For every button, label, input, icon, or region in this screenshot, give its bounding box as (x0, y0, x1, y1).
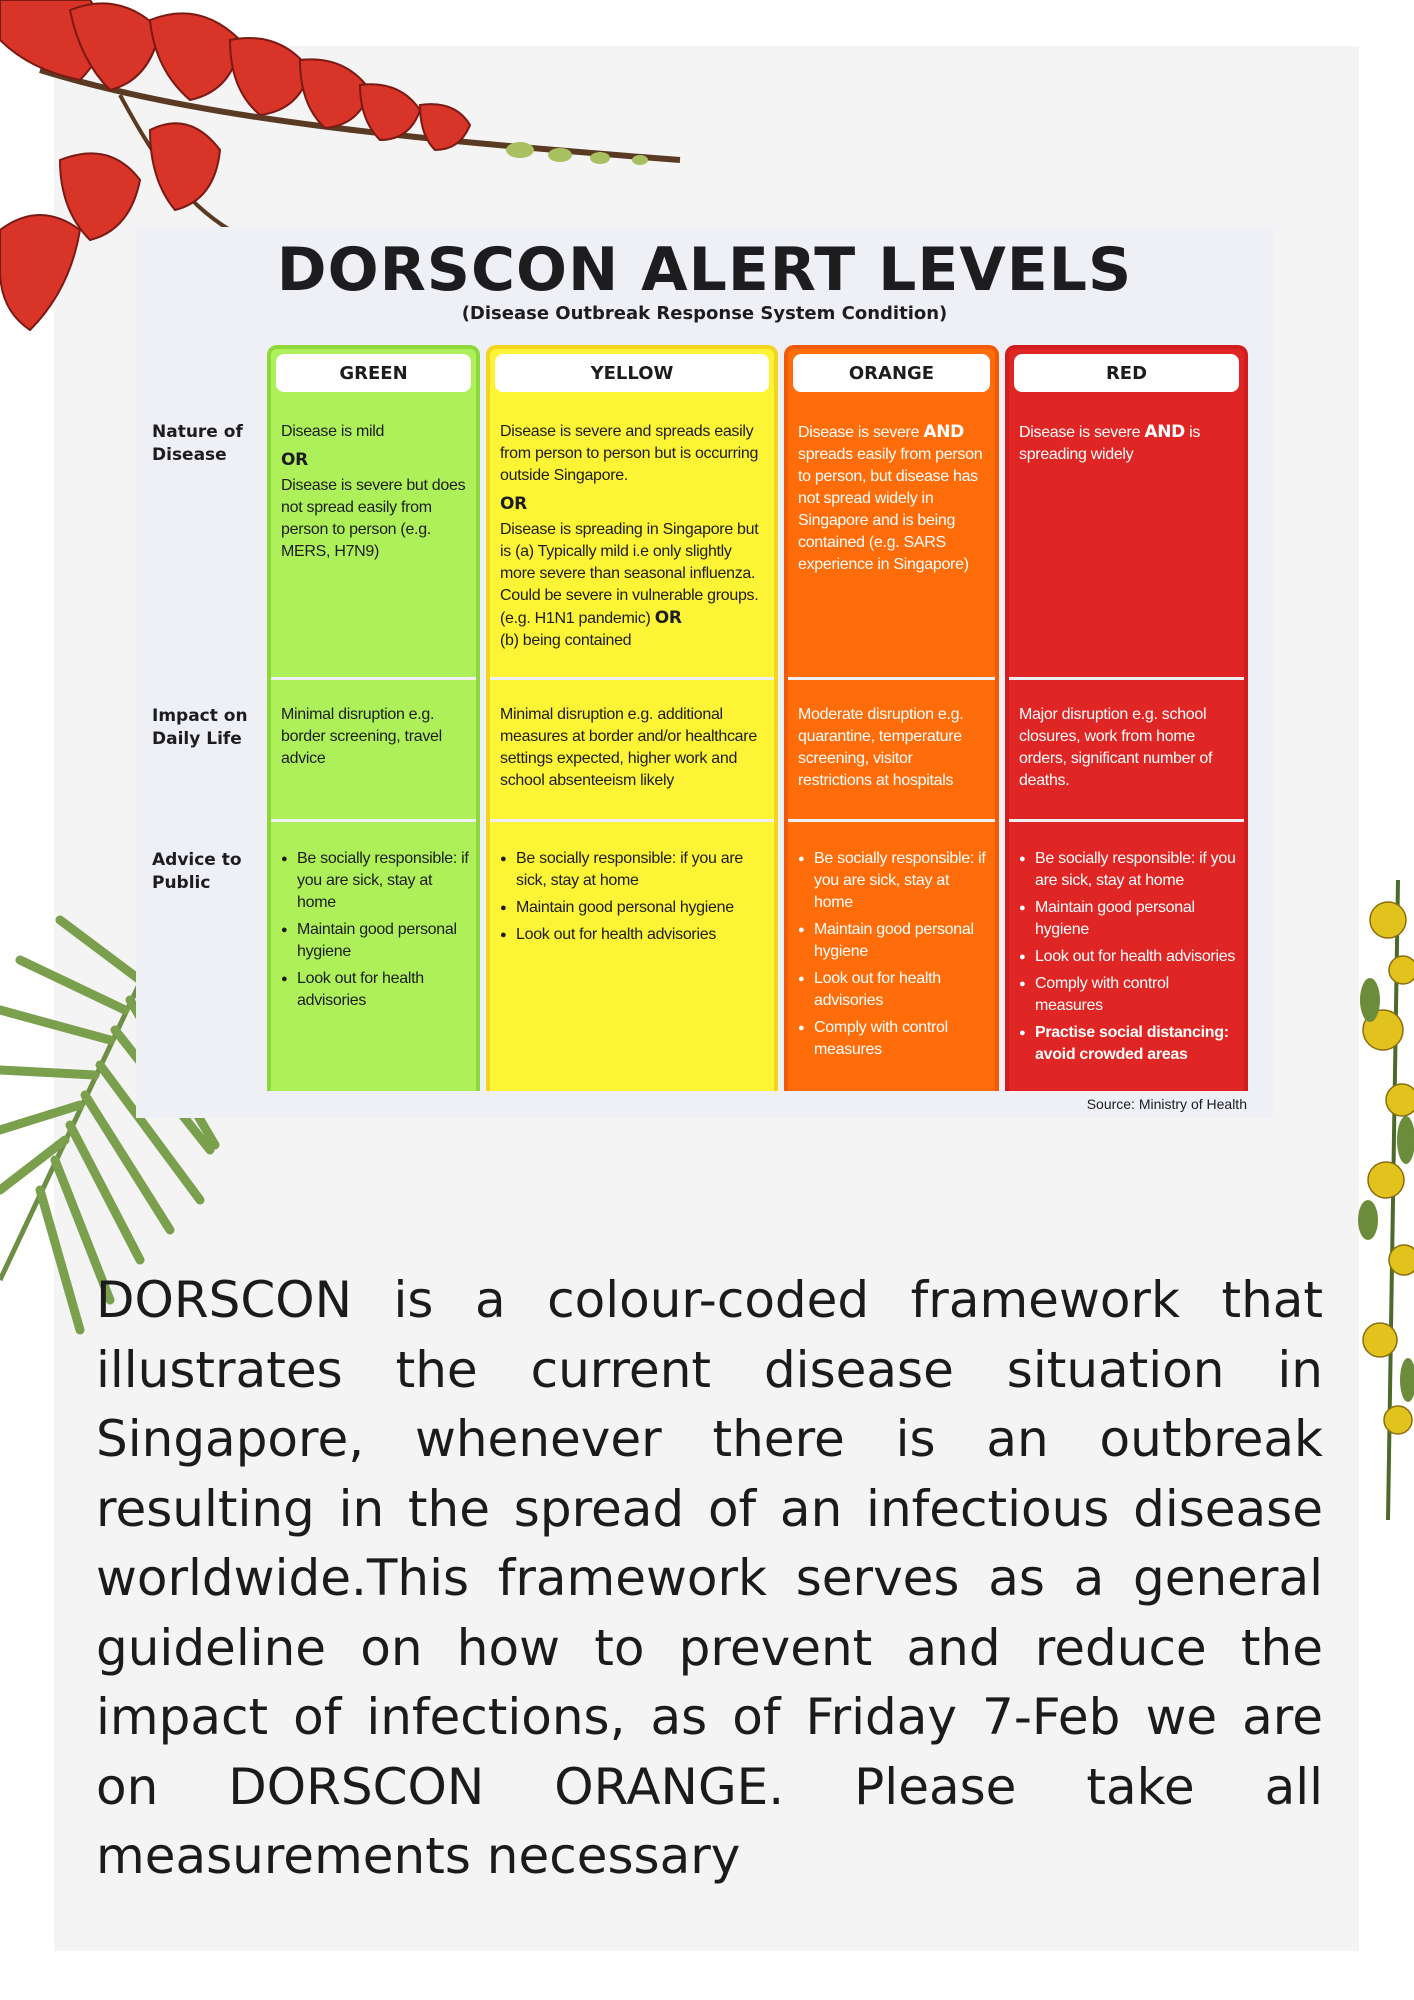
orange-advice-item: ● Comply with control measures (798, 1017, 989, 1061)
yellow-nature-text-2: Disease is spreading in Singapore but is (a) Typically mild i.e only slightly more severe than seasonal influenza. Could be severe in vulnerable groups. (e.g. H1N1 pandemic) (500, 521, 759, 627)
yellow-impact-cell: Minimal disruption e.g. additional measures at border and/or healthcare settings expected, higher work and school absenteeism likely (500, 706, 757, 789)
red-nature-cell (1019, 421, 1238, 466)
source-credit: Source: Ministry of Health (1086, 1096, 1247, 1112)
orange-nature-cell (798, 421, 989, 576)
green-nature-text-1: Disease is mild (281, 423, 385, 440)
yellow-nature-or: OR (500, 494, 527, 514)
level-header-red: RED (1014, 354, 1239, 392)
row-label-nature: Nature of Disease (152, 422, 243, 465)
yellow-advice-item: ● Maintain good personal hygiene (500, 897, 768, 919)
red-nature-and: AND (1144, 422, 1185, 442)
yellow-nature-text-1: Disease is severe and spreads easily from person to person but is occurring outside Singapore. (500, 423, 759, 484)
level-header-orange: ORANGE (793, 354, 990, 392)
level-column-yellow (486, 345, 778, 1091)
red-advice-item: ● Be socially responsible: if you are sick, stay at home (1019, 848, 1238, 892)
yellow-nature-cell (500, 421, 768, 652)
green-advice-cell (281, 848, 470, 1017)
red-advice-item: ● Comply with control measures (1019, 973, 1238, 1017)
row-label-impact: Impact on Daily Life (152, 706, 248, 749)
yellow-flower-illustration (1358, 880, 1414, 1520)
level-column-red (1005, 345, 1248, 1091)
orange-impact-cell: Moderate disruption e.g. quarantine, temperature screening, visitor restrictions at hospitals (798, 706, 964, 789)
green-nature-cell (281, 421, 470, 563)
orange-advice-item: ● Be socially responsible: if you are sick, stay at home (798, 848, 989, 914)
orange-nature-text-1: Disease is severe (798, 424, 920, 441)
infographic-subtitle: (Disease Outbreak Response System Condition) (461, 303, 948, 324)
red-advice-cell (1019, 848, 1238, 1071)
orange-nature-and: AND (923, 422, 964, 442)
level-header-green: GREEN (276, 354, 471, 392)
red-advice-item: ● Maintain good personal hygiene (1019, 897, 1238, 941)
yellow-advice-item: ● Be socially responsible: if you are sick, stay at home (500, 848, 768, 892)
red-nature-text-2: is spreading widely (1019, 424, 1201, 463)
row-label-advice: Advice to Public (152, 850, 242, 893)
orange-advice-item: ● Maintain good personal hygiene (798, 919, 989, 963)
green-advice-item: ● Be socially responsible: if you are sick, stay at home (281, 848, 470, 914)
green-impact-cell: Minimal disruption e.g. border screening, travel advice (281, 706, 442, 767)
orange-nature-text-2: spreads easily from person to person, but disease has not spread widely in Singapore and is being contained (e.g. SARS experience in Singapore) (798, 446, 983, 573)
level-header-yellow: YELLOW (495, 354, 769, 392)
level-column-orange (784, 345, 999, 1091)
red-impact-cell: Major disruption e.g. school closures, work from home orders, significant number of deaths. (1019, 706, 1213, 789)
orange-advice-item: ● Look out for health advisories (798, 968, 989, 1012)
dorscon-infographic (136, 227, 1273, 1118)
green-advice-item: ● Maintain good personal hygiene (281, 919, 470, 963)
red-advice-item: ● Practise social distancing: avoid crowded areas (1019, 1022, 1238, 1066)
level-column-green (267, 345, 480, 1091)
yellow-advice-item: ● Look out for health advisories (500, 924, 768, 946)
body-paragraph: DORSCON is a colour-coded framework that illustrates the current disease situation in Singapore, whenever there is an outbreak resulting in the spread of an infectious disease worldwide.This framework serves as a general guideline on how to prevent and reduce the impact of infections, as of Friday 7-Feb we are on DORSCON ORANGE. Please take all measurements necessary (96, 1271, 1323, 1885)
red-advice-item: ● Look out for health advisories (1019, 946, 1238, 968)
green-nature-text-2: Disease is severe but does not spread easily from person to person (e.g. MERS, H7N9) (281, 477, 466, 560)
infographic-title: DORSCON ALERT LEVELS (276, 235, 1133, 305)
yellow-advice-cell (500, 848, 768, 951)
yellow-nature-text-3: (b) being contained (500, 632, 632, 649)
green-nature-or: OR (281, 450, 308, 470)
yellow-nature-or-2: OR (654, 608, 682, 628)
green-advice-item: ● Look out for health advisories (281, 968, 470, 1012)
orange-advice-cell (798, 848, 989, 1066)
red-nature-text-1: Disease is severe (1019, 424, 1141, 441)
